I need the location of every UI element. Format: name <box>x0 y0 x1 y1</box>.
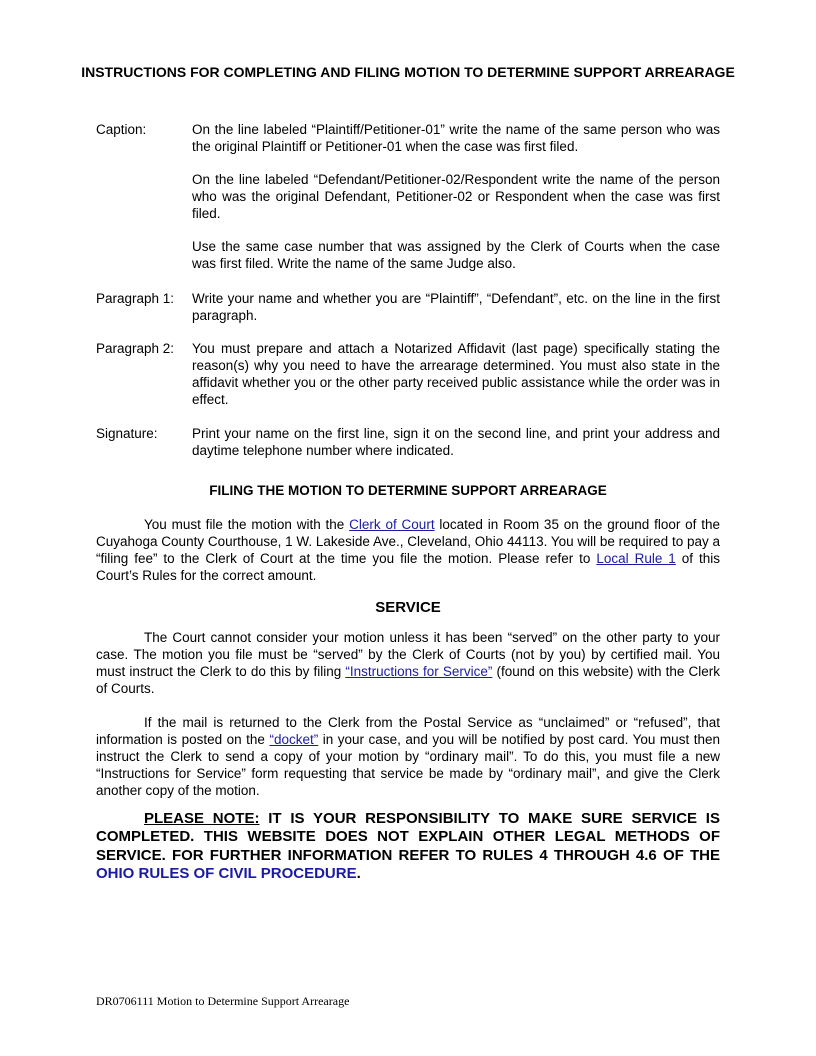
service-text-c: If the mail is returned to the Clerk from the Postal Service as “unclaimed” or “refused”, that information is posted on the <box>96 715 720 747</box>
paragraph-2-section <box>96 340 720 408</box>
filing-text-c: of this Court’s Rules for the correct amount. <box>96 551 720 583</box>
paragraph-1-text: Write your name and whether you are “Plaintiff”, “Defendant”, etc. on the line in the first paragraph. <box>192 291 720 323</box>
section-label-paragraph-1: Paragraph 1: <box>96 291 175 306</box>
filing-body <box>96 516 720 584</box>
caption-paragraph-1: On the line labeled “Plaintiff/Petitioner-01” write the name of the same person who was the original Plaintiff or Petitioner-01 when the case was first filed. <box>192 122 720 154</box>
filing-text-b: located in Room 35 on the ground floor of the Cuyahoga County Courthouse, 1 W. Lakeside Ave., Cleveland, Ohio 44113. You will be required to pay a “filing fee” to the Clerk of Court at the time you file the motion. Please refer to <box>96 517 721 566</box>
please-note-body: IT IS YOUR RESPONSIBILITY TO MAKE SURE SERVICE IS COMPLETED. THIS WEBSITE DOES NOT EXPLAIN OTHER LEGAL METHODS OF SERVICE. FOR FURTHER INFORMATION REFER TO RULES 4 THROUGH 4.6 OF THE <box>96 810 720 864</box>
service-text-d: in your case, and you will be notified by post card. You must then instruct the Clerk to send a copy of your motion by “ordinary mail”. To do this, you must file a new “Instructions for Service” form requesting that service be made by “ordinary mail”, and give the Clerk another copy of the motion. <box>96 732 720 798</box>
document-title: INSTRUCTIONS FOR COMPLETING AND FILING MOTION TO DETERMINE SUPPORT ARREARAGE <box>81 64 735 80</box>
section-label-signature: Signature: <box>96 426 158 441</box>
caption-paragraph-3: Use the same case number that was assigned by the Clerk of Courts when the case was first filed. Write the name of the same Judge also. <box>192 239 720 271</box>
filing-paragraph <box>96 516 720 584</box>
service-heading: SERVICE <box>375 599 441 616</box>
service-paragraph-1 <box>96 629 720 697</box>
instructions-for-service-link[interactable]: “Instructions for Service” <box>345 664 493 679</box>
docket-link[interactable]: “docket” <box>269 732 319 747</box>
caption-section <box>96 121 720 272</box>
please-note-block <box>96 810 720 883</box>
service-text-b: (found on this website) with the Clerk of Courts. <box>96 664 720 696</box>
clerk-of-court-link[interactable]: Clerk of Court <box>349 517 435 532</box>
paragraph-1-section <box>96 290 720 324</box>
please-note-lead: PLEASE NOTE: <box>144 810 260 827</box>
section-label-paragraph-2: Paragraph 2: <box>96 341 175 356</box>
service-body <box>96 629 720 799</box>
paragraph-2-text: You must prepare and attach a Notarized Affidavit (last page) specifically stating the reason(s) why you need to have the arrearage determined. You must also state in the affidavit whether you or the other party received public assistance while the order was in effect. <box>192 341 720 407</box>
local-rule-1-link[interactable]: Local Rule 1 <box>596 551 676 566</box>
filing-heading: FILING THE MOTION TO DETERMINE SUPPORT ARREARAGE <box>209 483 607 498</box>
service-text-a: The Court cannot consider your motion unless it has been “served” on the other party to your case. The motion you file must be “served” by the Clerk of Courts (not by you) by certified mail. You must instruct the Clerk to do this by filing <box>96 630 720 679</box>
please-note-end: . <box>356 864 361 882</box>
caption-paragraph-2: On the line labeled “Defendant/Petitioner-02/Respondent write the name of the person who was the original Defendant, Petitioner-02 or Respondent when the case was first filed. <box>192 172 720 221</box>
footer-form-id: DR0706111 Motion to Determine Support Arrearage <box>96 994 350 1008</box>
service-paragraph-2 <box>96 714 720 799</box>
signature-text: Print your name on the first line, sign it on the second line, and print your address and daytime telephone number where indicated. <box>192 426 720 458</box>
ohio-rules-civil-procedure-link[interactable]: OHIO RULES OF CIVIL PROCEDURE <box>96 864 357 882</box>
section-label-caption: Caption: <box>96 122 147 137</box>
filing-text-a: You must file the motion with the <box>144 517 350 532</box>
signature-section <box>96 425 720 459</box>
